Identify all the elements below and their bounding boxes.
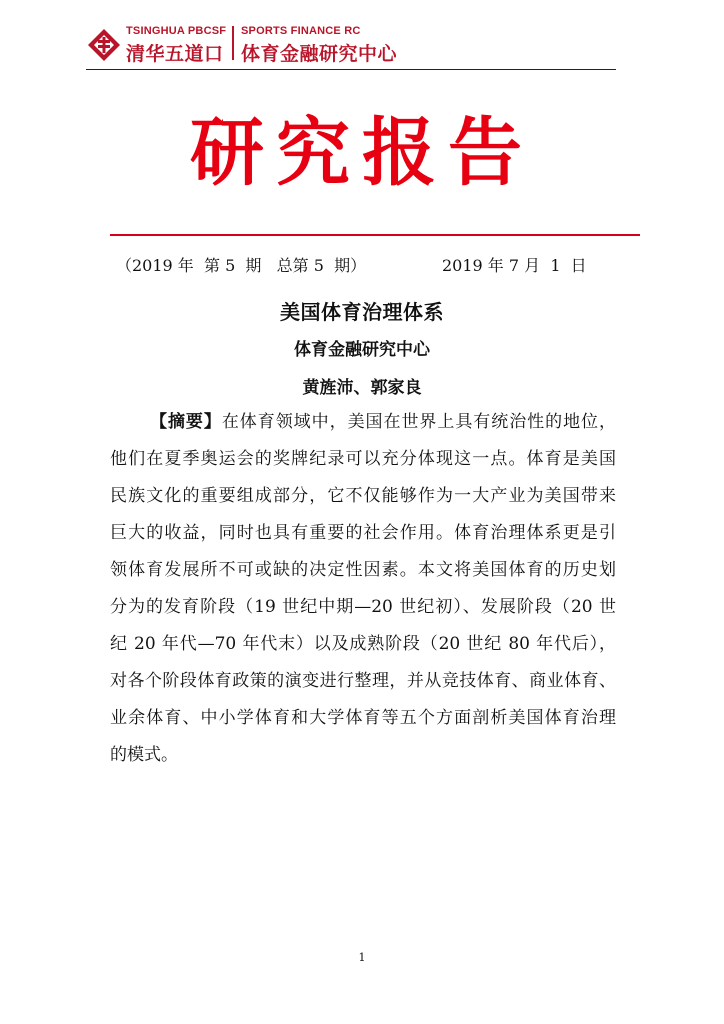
pbcsf-logo-icon [86, 28, 122, 62]
abstract-line: 对各个阶段体育政策的演变进行整理，并从竞技体育、商业体育、 [110, 671, 616, 691]
logo-chinese-left: 清华五道口 [126, 43, 224, 65]
authors: 黄旌沛、郭家良 [302, 378, 422, 398]
abstract-line: 分为的发育阶段（19 世纪中期—20 世纪初）、发展阶段（20 世 [110, 597, 616, 617]
page-number: 1 [358, 951, 366, 964]
header-divider [86, 69, 616, 70]
abstract-line: 巨大的收益，同时也具有重要的社会作用。体育治理体系更是引 [110, 523, 616, 543]
report-header [86, 24, 626, 68]
organization: 体育金融研究中心 [294, 340, 430, 360]
article-title: 美国体育治理体系 [280, 300, 444, 324]
abstract-line: 他们在夏季奥运会的奖牌纪录可以充分体现这一点。体育是美国 [110, 449, 616, 469]
abstract-line: 纪 20 年代—70 年代末）以及成熟阶段（20 世纪 80 年代后）， [110, 634, 616, 654]
issue-date: 2019 年 7 月 1 日 [442, 256, 587, 275]
logo-english-right: SPORTS FINANCE RC [241, 25, 361, 37]
issue-number: （2019 年 第 5 期 总第 5 期） [116, 256, 367, 275]
abstract-line: 领体育发展所不可或缺的决定性因素。本文将美国体育的历史划 [110, 560, 616, 580]
report-title: 研究报告 [190, 110, 534, 196]
abstract-line: 民族文化的重要组成部分，它不仅能够作为一大产业为美国带来 [110, 486, 616, 506]
abstract-line [110, 404, 616, 441]
logo-english-left: TSINGHUA PBCSF [126, 25, 227, 37]
abstract [110, 404, 616, 774]
abstract-line-text: 在体育领域中，美国在世界上具有统治性的地位， [221, 412, 617, 432]
issue-info [116, 253, 616, 277]
abstract-line: 的模式。 [110, 745, 178, 765]
title-divider [110, 234, 640, 236]
logo-separator [232, 26, 234, 60]
abstract-label: 【摘要】 [150, 412, 222, 432]
logo-chinese-right: 体育金融研究中心 [241, 43, 398, 65]
abstract-line: 业余体育、中小学体育和大学体育等五个方面剖析美国体育治理 [110, 708, 616, 728]
